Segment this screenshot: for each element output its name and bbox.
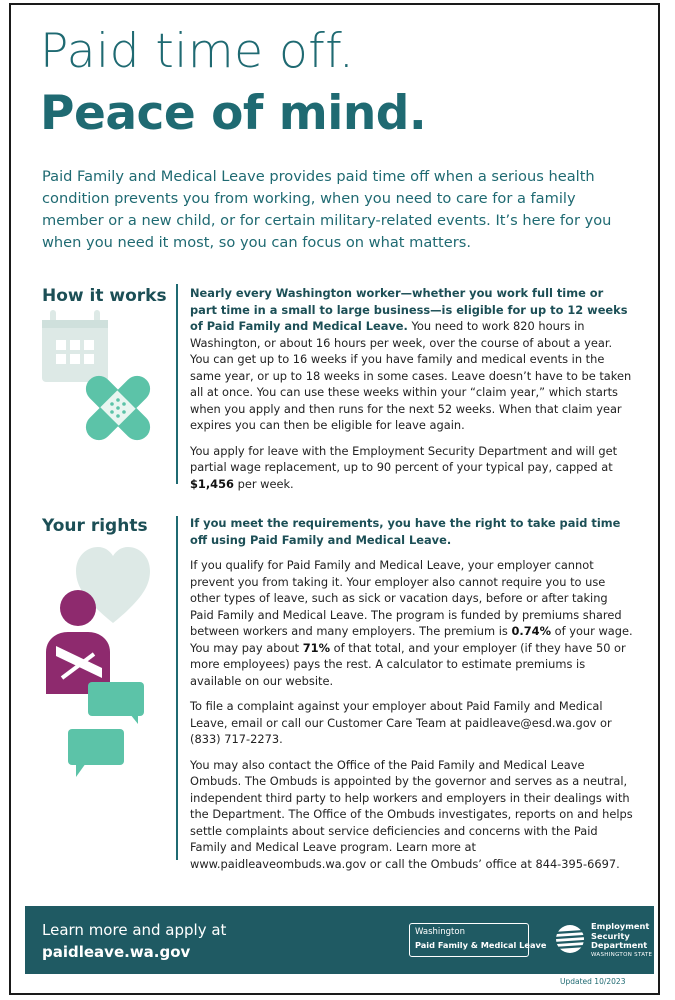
esd-logo-text [591,922,652,960]
wage-text: You apply for leave with the Employment Security Department and will get partial wage replacement, up to 90 percent of your typical pay, capped at [190,443,618,474]
how-it-works-body [190,285,634,501]
bandage-icon [82,368,154,448]
your-rights-lead: If you meet the requirements, you have the right to take paid time off using Paid Family and Medical Leave. [190,516,621,547]
how-it-works-lead: Nearly every Washington worker—whether you work full time or part time in a small to large business—is eligible for up to 12 weeks of Paid Family and Medical Leave. [190,286,628,333]
rights-text: of that total, and your employer (if they have 50 or more employees) pays the rest. A calculator to estimate premiums is available on our website. [190,640,626,688]
how-it-works-heading: How it works [42,286,167,306]
updated-date: Updated 10/2023 [560,977,626,986]
your-rights-heading: Your rights [42,516,148,536]
intro-paragraph: Paid Family and Medical Leave provides paid time off when a serious health condition prevents you from working, when you need to care for a family member or a new child, or for certain military-related events. It’s here for you when you need it most, so you can focus on what matters. [42,168,612,251]
speech-bubble-icon [86,680,146,726]
title-line-2: Peace of mind. [40,86,427,141]
your-rights-body [190,515,634,881]
footer-url-link[interactable]: paidleave.wa.gov [42,943,191,961]
paid-leave-logo [409,923,547,957]
complaint-paragraph: To file a complaint against your employer about Paid Family and Medical Leave, email or call our Customer Care Team at paidleave@esd.wa.gov or (833) 717-2273. [190,699,612,746]
esd-line-2: Security [591,930,630,941]
wage-text-end: per week. [233,476,294,491]
rights-text: of your wage. You may pay about [190,624,633,655]
footer-tagline: Learn more and apply at [42,921,227,939]
your-rights-divider [176,516,178,860]
paid-leave-logo-line1: Washington [415,927,465,937]
wage-cap: $1,456 [190,476,234,491]
rights-text: If you qualify for Paid Family and Medical Leave, your employer cannot prevent you from taking it. Your employer also cannot require you to use other types of leave, such as sick or vacation days, before or after taking Paid Family and Medical Leave. The program is funded by premiums shared between workers and many employers. The premium is [190,558,622,638]
esd-line-3: Department [591,940,648,950]
paid-leave-logo-line2: Paid Family & Medical Leave [415,940,547,950]
esd-state: WASHINGTON STATE [591,951,653,958]
footer-banner [25,906,654,974]
esd-logo-icon [553,924,587,954]
ombuds-paragraph: You may also contact the Office of the Paid Family and Medical Leave Ombuds. The Ombuds is appointed by the governor and serves as a neutral, independent third party to help workers and employers in their dealings with the Department. The Office of the Ombuds investigates, reports on and helps settle complaints about service deficiencies and concerns with the Paid Family and Medical Leave program. Learn more at www.paidleaveombuds.wa.gov or call the Ombuds’ office at 844-395-6697. [190,757,633,871]
how-it-works-divider [176,284,178,484]
speech-bubble-icon [66,727,128,781]
worker-share: 71% [302,640,331,655]
how-it-works-text: You need to work 820 hours in Washington, or about 16 hours per week, over the course of about a year. You can get up to 16 weeks if you have family and medical events in the same year, or up to 18 weeks in some cases. Leave doesn’t have to be taken all at once. You can use these weeks within your “claim year,” which starts when you apply and then runs for the next 52 weeks. When that claim year expires you can then be eligible for leave again. [190,319,632,432]
premium-rate: 0.74% [511,624,551,638]
esd-line-1: Employment [591,921,650,931]
title-line-1: Paid time off. [40,24,355,79]
